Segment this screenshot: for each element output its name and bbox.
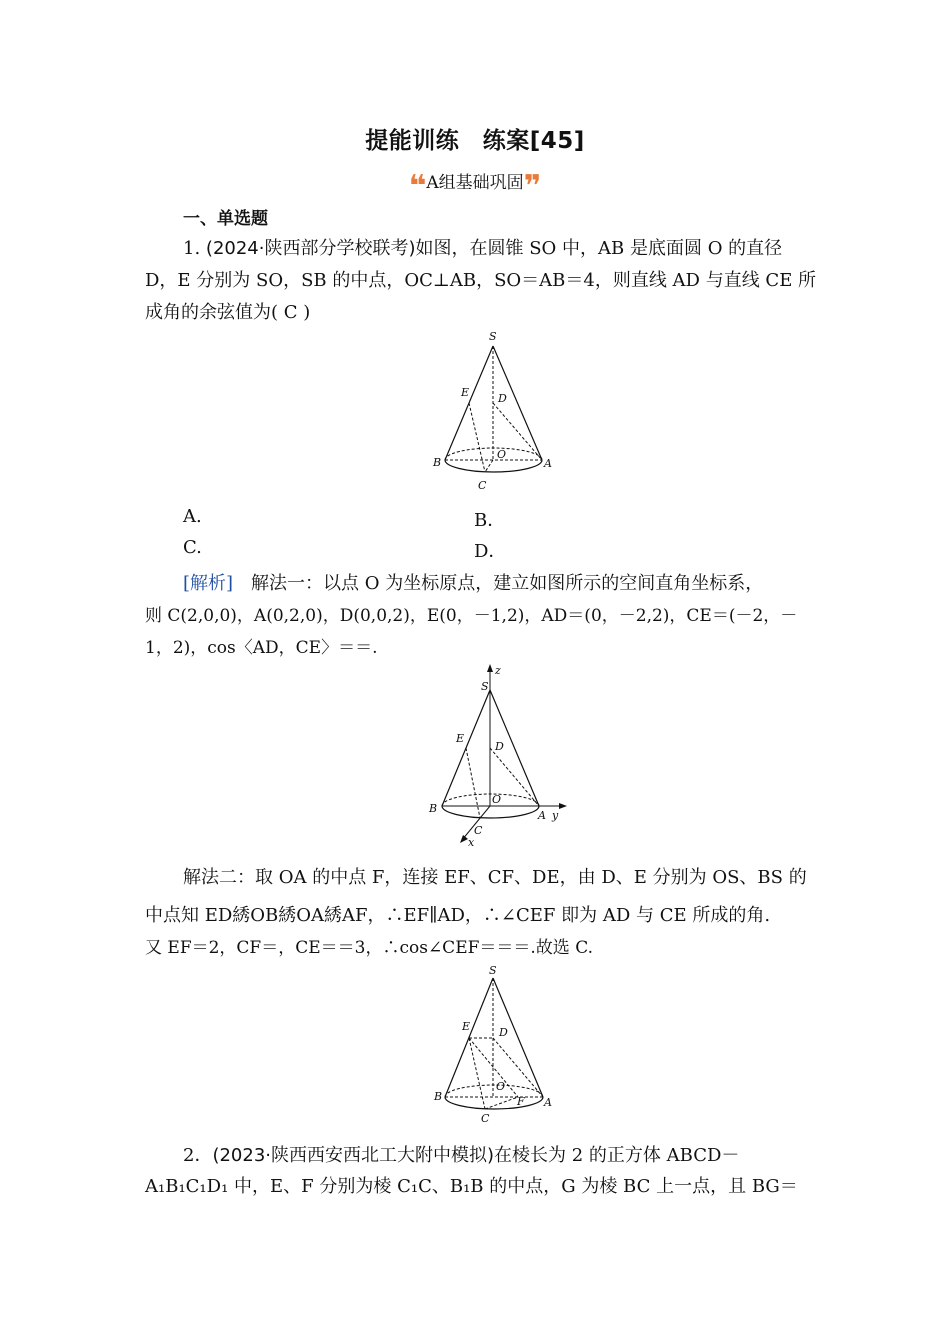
- fig1-label-b: B: [433, 456, 442, 469]
- group-heading: [0, 168, 950, 204]
- fig2-label-d: D: [495, 740, 504, 753]
- q1-option-a: A.: [183, 506, 202, 527]
- fig3-label-s: S: [489, 964, 497, 977]
- analysis-tag: [解析]: [183, 573, 234, 594]
- q1-line-1: [183, 234, 782, 260]
- analysis-m1-text-1: 解法一：以点 O 为坐标原点，建立如图所示的空间直角坐标系，: [251, 573, 764, 594]
- fig3-label-b: B: [434, 1090, 443, 1103]
- q1-stem-2: D，E 分别为 SO，SB 的中点，OC⊥AB，SO＝AB＝4，则直线 AD 与直线 CE 所: [145, 270, 817, 291]
- fig2-label-b: B: [429, 802, 438, 815]
- q1-stem-3: 成角的余弦值为( C ): [145, 302, 311, 323]
- fig2-label-s: S: [481, 680, 489, 693]
- group-label: A组基础巩固: [426, 173, 524, 193]
- analysis-m1-line-1: [183, 569, 763, 595]
- open-quote-icon: ❝: [408, 169, 427, 204]
- close-quote-icon: ❞: [523, 169, 542, 204]
- fig1-label-e: E: [461, 386, 470, 399]
- q1-option-c: C.: [183, 537, 202, 558]
- cone-figure-2: [422, 662, 572, 847]
- cone-figure-3: [425, 962, 565, 1127]
- page-title: 提能训练 练案[45]: [365, 128, 585, 154]
- analysis-m1-line-2: 则 C(2,0,0)，A(0,2,0)，D(0,0,2)，E(0，－1,2)，AD＝(0，－2,2)，CE＝(－2，－: [145, 606, 798, 626]
- fig2-label-y: y: [552, 809, 559, 822]
- fig3-label-o: O: [496, 1080, 506, 1093]
- fig3-label-e: E: [462, 1020, 471, 1033]
- fig3-label-a: A: [544, 1096, 552, 1109]
- fig2-label-x: x: [468, 836, 475, 847]
- fig1-label-o: O: [497, 448, 507, 461]
- q2-line-1: [183, 1141, 739, 1167]
- q2-number: 2．: [183, 1145, 213, 1166]
- q1-source: (2024·陕西部分学校联考): [205, 238, 416, 259]
- analysis-m1-line-3: 1，2)，cos〈AD，CE〉＝＝.: [145, 638, 378, 658]
- q2-source: (2023·陕西西安西北工大附中模拟): [212, 1145, 495, 1166]
- cone-figure-1: [425, 328, 565, 493]
- q1-option-b: B．: [474, 510, 506, 531]
- q2-stem-2: A₁B₁C₁D₁ 中，E、F 分别为棱 C₁C、B₁B 的中点，G 为棱 BC 上一点，且 BG＝: [145, 1176, 798, 1197]
- q1-number: 1.: [183, 238, 201, 259]
- fig1-label-a: A: [544, 457, 552, 470]
- fig2-label-o: O: [492, 793, 502, 806]
- analysis-m2-line-2: 中点知 ED綉OB綉OA綉AF，∴EF∥AD，∴∠CEF 即为 AD 与 CE 所成的角.: [145, 905, 771, 926]
- fig2-label-e: E: [456, 732, 465, 745]
- fig3-label-d: D: [499, 1026, 508, 1039]
- q2-stem-1: 在棱长为 2 的正方体 ABCD－: [494, 1145, 740, 1166]
- fig1-label-c: C: [478, 479, 487, 492]
- section-heading: 一、单选题: [183, 209, 268, 229]
- analysis-m2-line-1: 解法二：取 OA 的中点 F，连接 EF、CF、DE，由 D、E 分别为 OS、BS 的: [183, 867, 807, 888]
- fig3-label-f: F: [517, 1095, 525, 1108]
- fig2-label-a: A: [538, 809, 546, 822]
- q1-option-d: D．: [474, 541, 507, 562]
- analysis-m2-line-3: 又 EF＝2，CF＝，CE＝＝3，∴cos∠CEF＝＝＝.故选 C.: [145, 938, 594, 958]
- fig2-label-c: C: [474, 824, 483, 837]
- fig2-label-z: z: [495, 664, 501, 677]
- q1-stem-1: 如图，在圆锥 SO 中，AB 是底面圆 O 的直径: [415, 238, 783, 259]
- fig1-label-s: S: [489, 330, 497, 343]
- fig1-label-d: D: [498, 392, 507, 405]
- fig3-label-c: C: [481, 1112, 490, 1125]
